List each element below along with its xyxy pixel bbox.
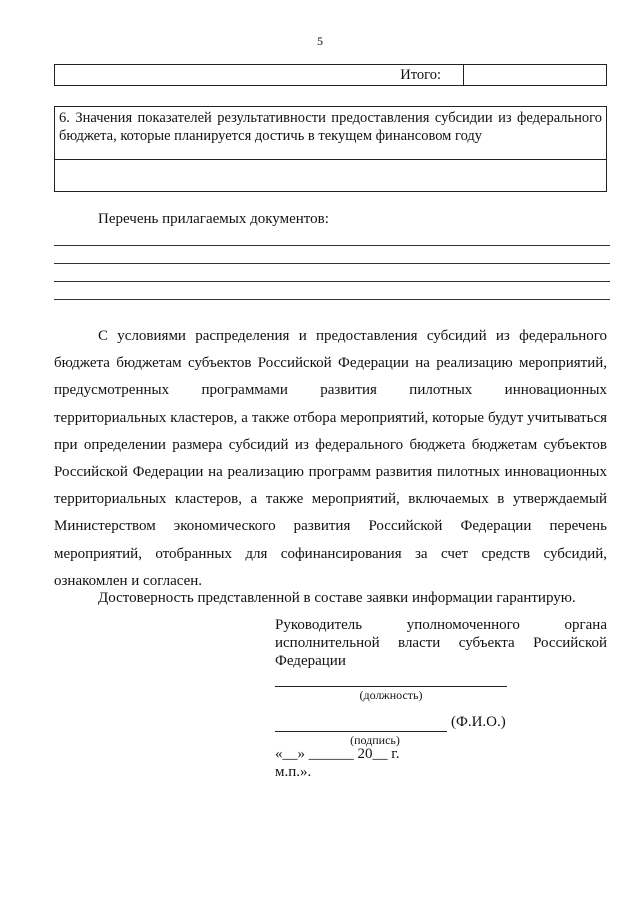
signature-line[interactable] — [275, 731, 447, 732]
section-6-value-field[interactable] — [55, 160, 606, 194]
date-line: «__» ______ 20__ г. — [275, 746, 400, 762]
section-6-table — [54, 106, 607, 192]
section-6-heading: 6. Значения показателей результативности предоставления субсидии из федерального бюджета, которые планируется достичь в текущем финансовом году — [55, 107, 606, 160]
documents-heading: Перечень прилагаемых документов: — [98, 211, 329, 227]
documents-line-4[interactable] — [54, 299, 610, 300]
stamp-mark: м.п.». — [275, 764, 312, 780]
head-title: Руководитель уполномоченного органа исполнительной власти субъекта Российской — [275, 617, 607, 651]
position-caption: (должность) — [359, 688, 423, 702]
fio-label: (Ф.И.О.) — [451, 714, 506, 730]
total-label: Итого: — [400, 67, 441, 83]
documents-line-2[interactable] — [54, 263, 610, 264]
documents-line-1[interactable] — [54, 245, 610, 246]
signature-caption: (подпись) — [350, 733, 400, 747]
page-number: 5 — [317, 34, 323, 48]
total-value-field[interactable] — [463, 65, 606, 85]
total-row — [54, 64, 607, 86]
agreement-paragraph: С условиями распределения и предоставления субсидий из федерального бюджета бюджетам субъектов Российской Федерации на реализацию мероприятий, предусмотренных программами развития пилотных инновационных территориальных кластеров, а также отбора мероприятий, которые будут учитываться при определении размера субсидий из федерального бюджета бюджетам субъектов Российской Федерации на реализацию программ развития пилотных инновационных территориальных кластеров, а также мероприятий, включаемых в утверждаемый Министерством экономического развития Российской Федерации перечень мероприятий, отобранных для софинансирования за счет средств субсидий, ознакомлен и согласен. — [54, 328, 607, 589]
head-title-end: Федерации — [275, 653, 346, 669]
position-line[interactable] — [275, 686, 507, 687]
documents-line-3[interactable] — [54, 281, 610, 282]
guarantee-paragraph: Достоверность представленной в составе заявки информации гарантирую. — [98, 590, 576, 606]
